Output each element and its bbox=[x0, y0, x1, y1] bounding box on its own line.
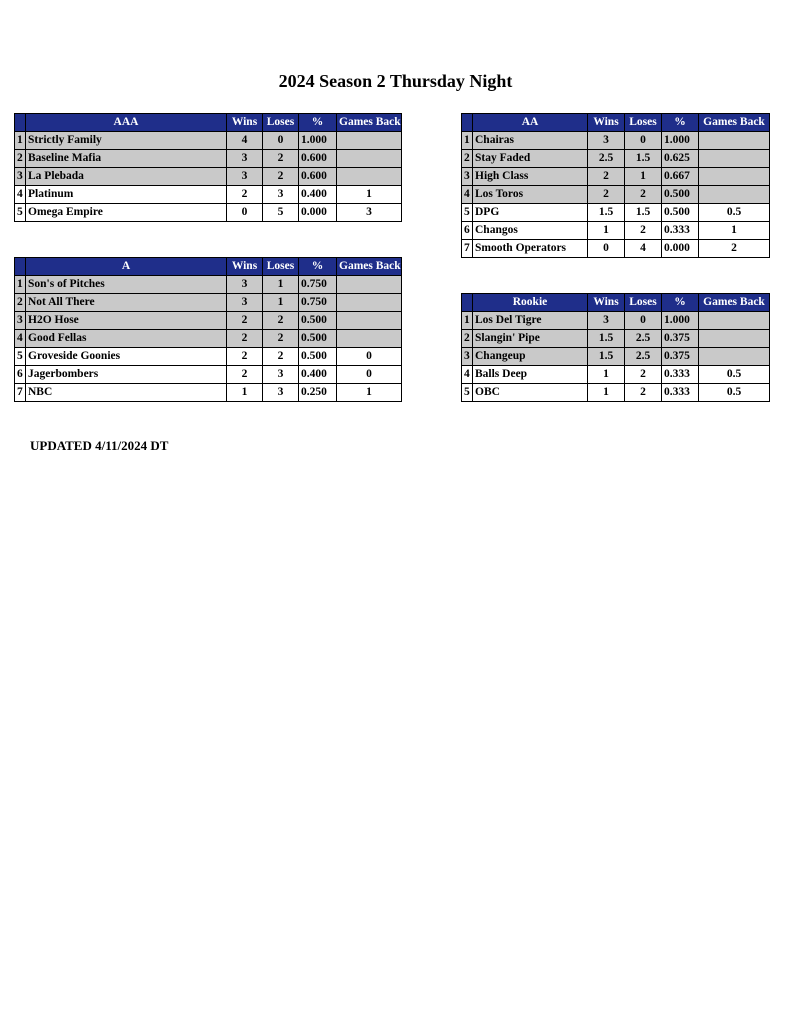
pct-cell: 0.375 bbox=[662, 348, 699, 366]
header-corner bbox=[15, 114, 26, 132]
pct-cell: 1.000 bbox=[662, 132, 699, 150]
table-row bbox=[462, 168, 770, 186]
team-name-cell: Not All There bbox=[26, 294, 227, 312]
rank-cell: 4 bbox=[462, 366, 473, 384]
table-row bbox=[15, 366, 402, 384]
rank-cell: 4 bbox=[15, 186, 26, 204]
pct-cell: 0.667 bbox=[662, 168, 699, 186]
table-row bbox=[15, 384, 402, 402]
pct-cell: 0.600 bbox=[299, 150, 337, 168]
wins-cell: 2 bbox=[588, 168, 625, 186]
pct-cell: 0.500 bbox=[662, 204, 699, 222]
wins-cell: 2 bbox=[227, 366, 263, 384]
pct-cell: 0.600 bbox=[299, 168, 337, 186]
pct-cell: 0.375 bbox=[662, 330, 699, 348]
pct-cell: 0.333 bbox=[662, 222, 699, 240]
loses-cell: 2 bbox=[263, 330, 299, 348]
table-header-row bbox=[462, 294, 770, 312]
table-row bbox=[15, 348, 402, 366]
wins-cell: 1.5 bbox=[588, 348, 625, 366]
loses-cell: 0 bbox=[263, 132, 299, 150]
table-row bbox=[462, 222, 770, 240]
games-back-cell bbox=[699, 150, 770, 168]
pct-header: % bbox=[299, 258, 337, 276]
division-name-header: Rookie bbox=[473, 294, 588, 312]
table-row bbox=[462, 186, 770, 204]
wins-cell: 1 bbox=[588, 222, 625, 240]
rank-cell: 5 bbox=[462, 204, 473, 222]
games-back-cell: 1 bbox=[337, 384, 402, 402]
table-row bbox=[462, 366, 770, 384]
division-name-header: A bbox=[26, 258, 227, 276]
games-back-cell bbox=[337, 330, 402, 348]
table-row bbox=[15, 168, 402, 186]
loses-cell: 2.5 bbox=[625, 330, 662, 348]
table-row bbox=[462, 330, 770, 348]
standings-table-aa bbox=[461, 113, 770, 258]
pct-cell: 0.750 bbox=[299, 294, 337, 312]
team-name-cell: OBC bbox=[473, 384, 588, 402]
standings-table-aaa bbox=[14, 113, 402, 222]
rank-cell: 4 bbox=[462, 186, 473, 204]
team-name-cell: Good Fellas bbox=[26, 330, 227, 348]
team-name-cell: Chairas bbox=[473, 132, 588, 150]
table-row bbox=[462, 132, 770, 150]
table-row bbox=[15, 312, 402, 330]
games-back-cell bbox=[699, 186, 770, 204]
loses-cell: 4 bbox=[625, 240, 662, 258]
wins-cell: 2 bbox=[227, 186, 263, 204]
wins-cell: 3 bbox=[227, 150, 263, 168]
pct-cell: 0.000 bbox=[299, 204, 337, 222]
team-name-cell: La Plebada bbox=[26, 168, 227, 186]
pct-cell: 0.250 bbox=[299, 384, 337, 402]
wins-cell: 1.5 bbox=[588, 204, 625, 222]
header-corner bbox=[15, 258, 26, 276]
wins-header: Wins bbox=[227, 258, 263, 276]
loses-cell: 3 bbox=[263, 384, 299, 402]
rank-cell: 3 bbox=[462, 168, 473, 186]
pct-cell: 0.000 bbox=[662, 240, 699, 258]
team-name-cell: Omega Empire bbox=[26, 204, 227, 222]
pct-cell: 0.500 bbox=[299, 312, 337, 330]
wins-cell: 1.5 bbox=[588, 330, 625, 348]
rank-cell: 5 bbox=[15, 204, 26, 222]
pct-cell: 0.333 bbox=[662, 384, 699, 402]
header-corner bbox=[462, 294, 473, 312]
standings-table-a bbox=[14, 257, 402, 402]
wins-cell: 1 bbox=[227, 384, 263, 402]
games-back-cell bbox=[337, 150, 402, 168]
loses-header: Loses bbox=[625, 114, 662, 132]
pct-cell: 0.500 bbox=[299, 330, 337, 348]
games-back-header: Games Back bbox=[699, 294, 770, 312]
pct-header: % bbox=[662, 114, 699, 132]
team-name-cell: Jagerbombers bbox=[26, 366, 227, 384]
loses-header: Loses bbox=[263, 258, 299, 276]
loses-cell: 2 bbox=[263, 348, 299, 366]
games-back-cell bbox=[699, 312, 770, 330]
games-back-cell: 0.5 bbox=[699, 384, 770, 402]
games-back-cell: 1 bbox=[699, 222, 770, 240]
table-row bbox=[462, 348, 770, 366]
games-back-cell: 0.5 bbox=[699, 366, 770, 384]
table-row bbox=[462, 312, 770, 330]
team-name-cell: Changos bbox=[473, 222, 588, 240]
table-row bbox=[15, 276, 402, 294]
wins-cell: 2 bbox=[588, 186, 625, 204]
games-back-cell bbox=[699, 348, 770, 366]
games-back-cell bbox=[337, 168, 402, 186]
loses-cell: 1 bbox=[625, 168, 662, 186]
team-name-cell: DPG bbox=[473, 204, 588, 222]
games-back-cell bbox=[337, 132, 402, 150]
games-back-cell bbox=[699, 168, 770, 186]
wins-header: Wins bbox=[588, 294, 625, 312]
rank-cell: 3 bbox=[15, 312, 26, 330]
pct-header: % bbox=[662, 294, 699, 312]
wins-header: Wins bbox=[588, 114, 625, 132]
games-back-cell bbox=[337, 276, 402, 294]
table-row bbox=[462, 240, 770, 258]
games-back-cell bbox=[699, 330, 770, 348]
pct-cell: 0.333 bbox=[662, 366, 699, 384]
team-name-cell: Son's of Pitches bbox=[26, 276, 227, 294]
games-back-cell: 2 bbox=[699, 240, 770, 258]
games-back-cell: 0.5 bbox=[699, 204, 770, 222]
loses-cell: 1 bbox=[263, 276, 299, 294]
wins-header: Wins bbox=[227, 114, 263, 132]
games-back-cell: 0 bbox=[337, 366, 402, 384]
page-title: 2024 Season 2 Thursday Night bbox=[278, 71, 513, 91]
games-back-header: Games Back bbox=[699, 114, 770, 132]
games-back-cell: 3 bbox=[337, 204, 402, 222]
rank-cell: 2 bbox=[15, 294, 26, 312]
loses-cell: 1.5 bbox=[625, 204, 662, 222]
table-row bbox=[15, 294, 402, 312]
loses-cell: 2 bbox=[625, 222, 662, 240]
rank-cell: 1 bbox=[462, 312, 473, 330]
wins-cell: 0 bbox=[588, 240, 625, 258]
rank-cell: 7 bbox=[15, 384, 26, 402]
wins-cell: 2 bbox=[227, 330, 263, 348]
loses-header: Loses bbox=[263, 114, 299, 132]
team-name-cell: Strictly Family bbox=[26, 132, 227, 150]
pct-cell: 0.400 bbox=[299, 186, 337, 204]
rank-cell: 1 bbox=[462, 132, 473, 150]
games-back-header: Games Back bbox=[337, 258, 402, 276]
loses-cell: 2 bbox=[263, 312, 299, 330]
team-name-cell: Los Del Tigre bbox=[473, 312, 588, 330]
loses-cell: 2 bbox=[263, 150, 299, 168]
table-row bbox=[462, 384, 770, 402]
team-name-cell: Groveside Goonies bbox=[26, 348, 227, 366]
loses-header: Loses bbox=[625, 294, 662, 312]
team-name-cell: High Class bbox=[473, 168, 588, 186]
pct-cell: 0.750 bbox=[299, 276, 337, 294]
header-corner bbox=[462, 114, 473, 132]
team-name-cell: Smooth Operators bbox=[473, 240, 588, 258]
table-row bbox=[15, 132, 402, 150]
table-row bbox=[462, 204, 770, 222]
games-back-cell: 0 bbox=[337, 348, 402, 366]
wins-cell: 3 bbox=[227, 276, 263, 294]
team-name-cell: Changeup bbox=[473, 348, 588, 366]
wins-cell: 4 bbox=[227, 132, 263, 150]
table-row bbox=[462, 150, 770, 168]
loses-cell: 1 bbox=[263, 294, 299, 312]
rank-cell: 5 bbox=[462, 384, 473, 402]
team-name-cell: Baseline Mafia bbox=[26, 150, 227, 168]
rank-cell: 6 bbox=[15, 366, 26, 384]
loses-cell: 0 bbox=[625, 312, 662, 330]
rank-cell: 2 bbox=[462, 150, 473, 168]
wins-cell: 3 bbox=[227, 294, 263, 312]
table-row bbox=[15, 150, 402, 168]
rank-cell: 4 bbox=[15, 330, 26, 348]
wins-cell: 2 bbox=[227, 348, 263, 366]
division-name-header: AA bbox=[473, 114, 588, 132]
games-back-cell: 1 bbox=[337, 186, 402, 204]
rank-cell: 7 bbox=[462, 240, 473, 258]
wins-cell: 2.5 bbox=[588, 150, 625, 168]
rank-cell: 6 bbox=[462, 222, 473, 240]
loses-cell: 2 bbox=[625, 384, 662, 402]
loses-cell: 2.5 bbox=[625, 348, 662, 366]
table-row bbox=[15, 204, 402, 222]
rank-cell: 5 bbox=[15, 348, 26, 366]
loses-cell: 2 bbox=[625, 366, 662, 384]
loses-cell: 2 bbox=[263, 168, 299, 186]
team-name-cell: Stay Faded bbox=[473, 150, 588, 168]
pct-header: % bbox=[299, 114, 337, 132]
loses-cell: 3 bbox=[263, 186, 299, 204]
pct-cell: 0.400 bbox=[299, 366, 337, 384]
pct-cell: 0.500 bbox=[662, 186, 699, 204]
team-name-cell: H2O Hose bbox=[26, 312, 227, 330]
games-back-cell bbox=[699, 132, 770, 150]
rank-cell: 2 bbox=[15, 150, 26, 168]
games-back-header: Games Back bbox=[337, 114, 402, 132]
wins-cell: 2 bbox=[227, 312, 263, 330]
games-back-cell bbox=[337, 312, 402, 330]
rank-cell: 3 bbox=[462, 348, 473, 366]
wins-cell: 1 bbox=[588, 384, 625, 402]
wins-cell: 3 bbox=[588, 312, 625, 330]
team-name-cell: Slangin' Pipe bbox=[473, 330, 588, 348]
loses-cell: 1.5 bbox=[625, 150, 662, 168]
table-row bbox=[15, 186, 402, 204]
loses-cell: 3 bbox=[263, 366, 299, 384]
team-name-cell: Platinum bbox=[26, 186, 227, 204]
rank-cell: 1 bbox=[15, 276, 26, 294]
loses-cell: 2 bbox=[625, 186, 662, 204]
wins-cell: 1 bbox=[588, 366, 625, 384]
pct-cell: 1.000 bbox=[299, 132, 337, 150]
team-name-cell: NBC bbox=[26, 384, 227, 402]
rank-cell: 1 bbox=[15, 132, 26, 150]
pct-cell: 1.000 bbox=[662, 312, 699, 330]
team-name-cell: Los Toros bbox=[473, 186, 588, 204]
standings-table-rookie bbox=[461, 293, 770, 402]
rank-cell: 3 bbox=[15, 168, 26, 186]
team-name-cell: Balls Deep bbox=[473, 366, 588, 384]
pct-cell: 0.500 bbox=[299, 348, 337, 366]
division-name-header: AAA bbox=[26, 114, 227, 132]
table-header-row bbox=[15, 114, 402, 132]
wins-cell: 3 bbox=[588, 132, 625, 150]
updated-note: UPDATED 4/11/2024 DT bbox=[30, 438, 169, 453]
games-back-cell bbox=[337, 294, 402, 312]
table-header-row bbox=[15, 258, 402, 276]
wins-cell: 0 bbox=[227, 204, 263, 222]
table-row bbox=[15, 330, 402, 348]
rank-cell: 2 bbox=[462, 330, 473, 348]
wins-cell: 3 bbox=[227, 168, 263, 186]
pct-cell: 0.625 bbox=[662, 150, 699, 168]
loses-cell: 5 bbox=[263, 204, 299, 222]
loses-cell: 0 bbox=[625, 132, 662, 150]
table-header-row bbox=[462, 114, 770, 132]
